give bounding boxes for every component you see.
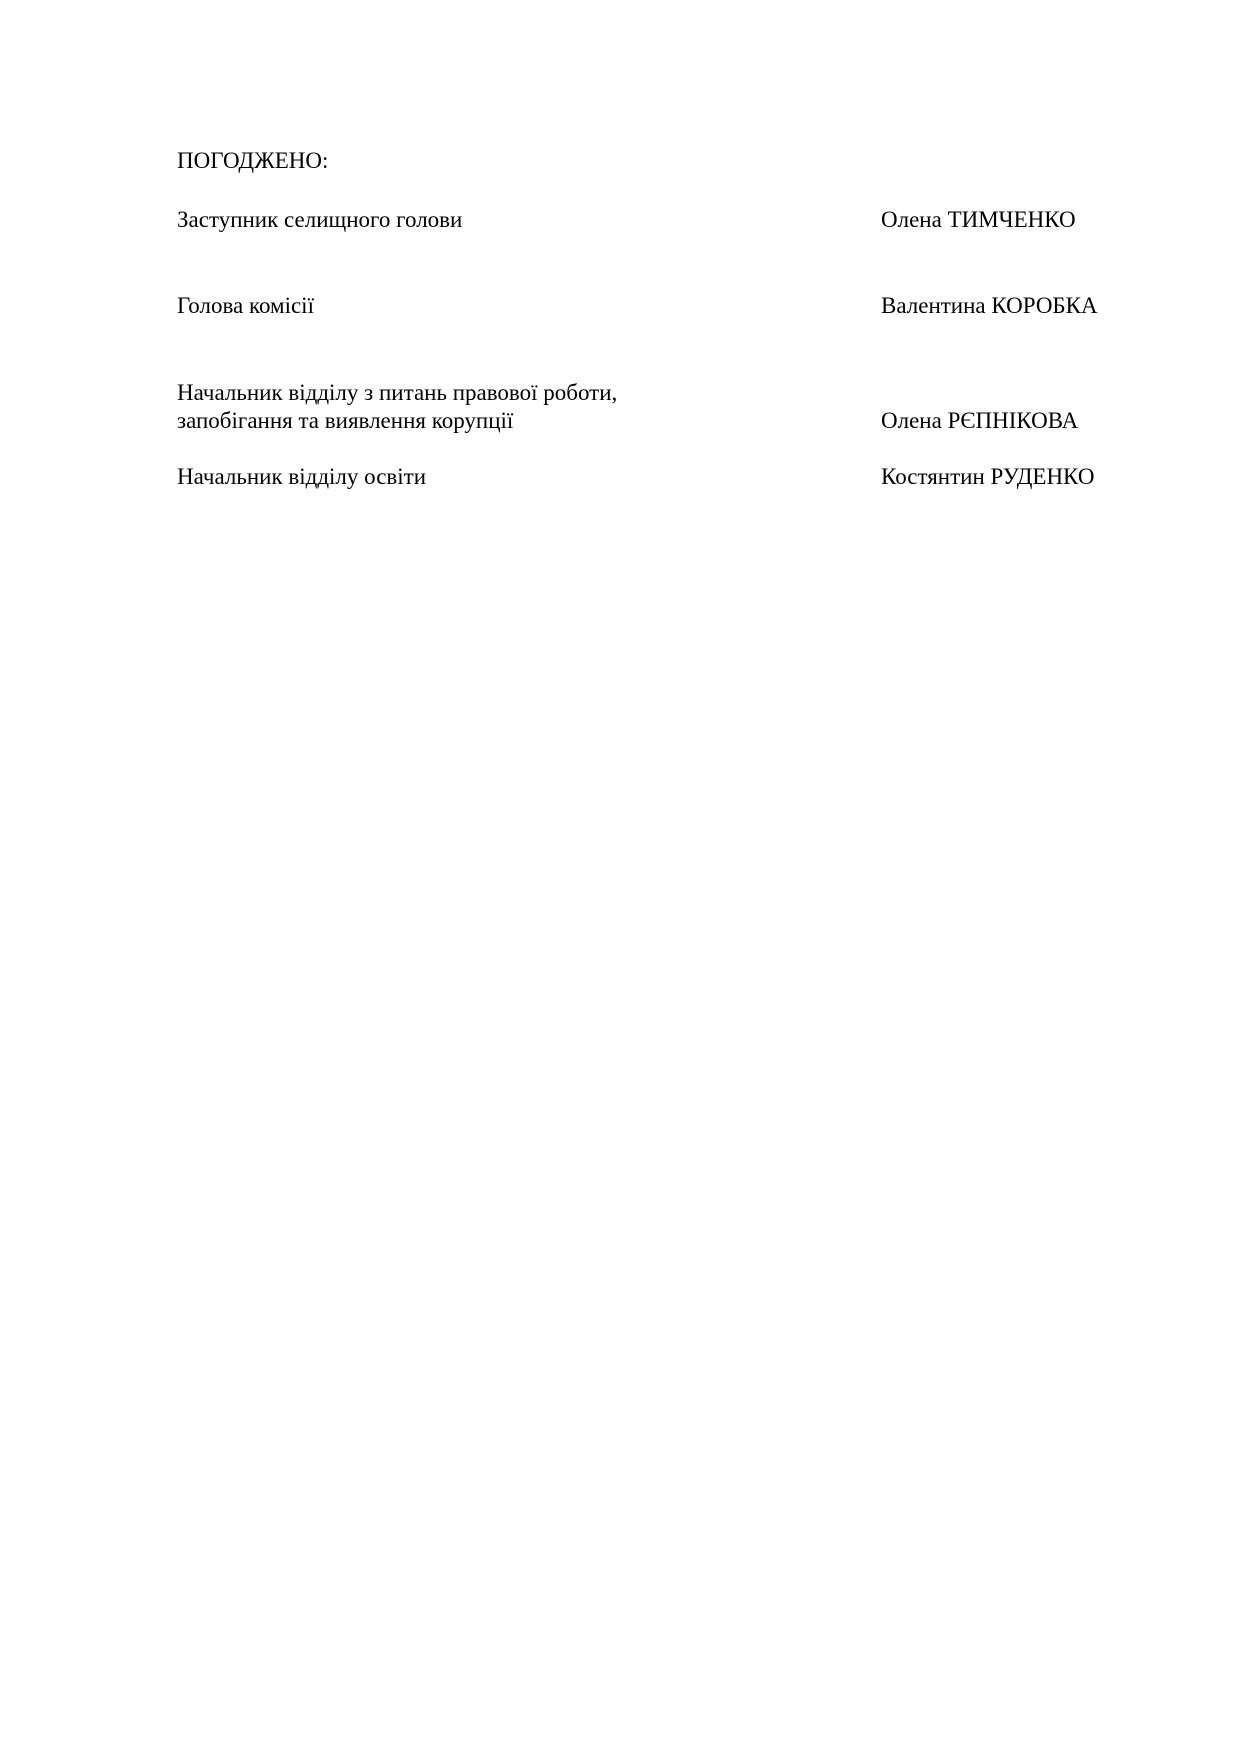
position-legal-dept-head-line1: Начальник відділу з питань правової роботи, (177, 380, 618, 405)
position-education-dept-head: Начальник відділу освіти (177, 464, 427, 489)
name-commission-head: Валентина КОРОБКА (881, 293, 1098, 318)
position-deputy-head: Заступник селищного голови (177, 207, 463, 232)
approval-heading: ПОГОДЖЕНО: (177, 148, 329, 173)
name-education-dept-head: Костянтин РУДЕНКО (881, 464, 1095, 489)
name-legal-dept-head: Олена РЄПНІКОВА (881, 408, 1079, 433)
position-legal-dept-head-line2: запобігання та виявлення корупції (177, 408, 514, 433)
name-deputy-head: Олена ТИМЧЕНКО (881, 207, 1076, 232)
position-commission-head: Голова комісії (177, 293, 314, 318)
